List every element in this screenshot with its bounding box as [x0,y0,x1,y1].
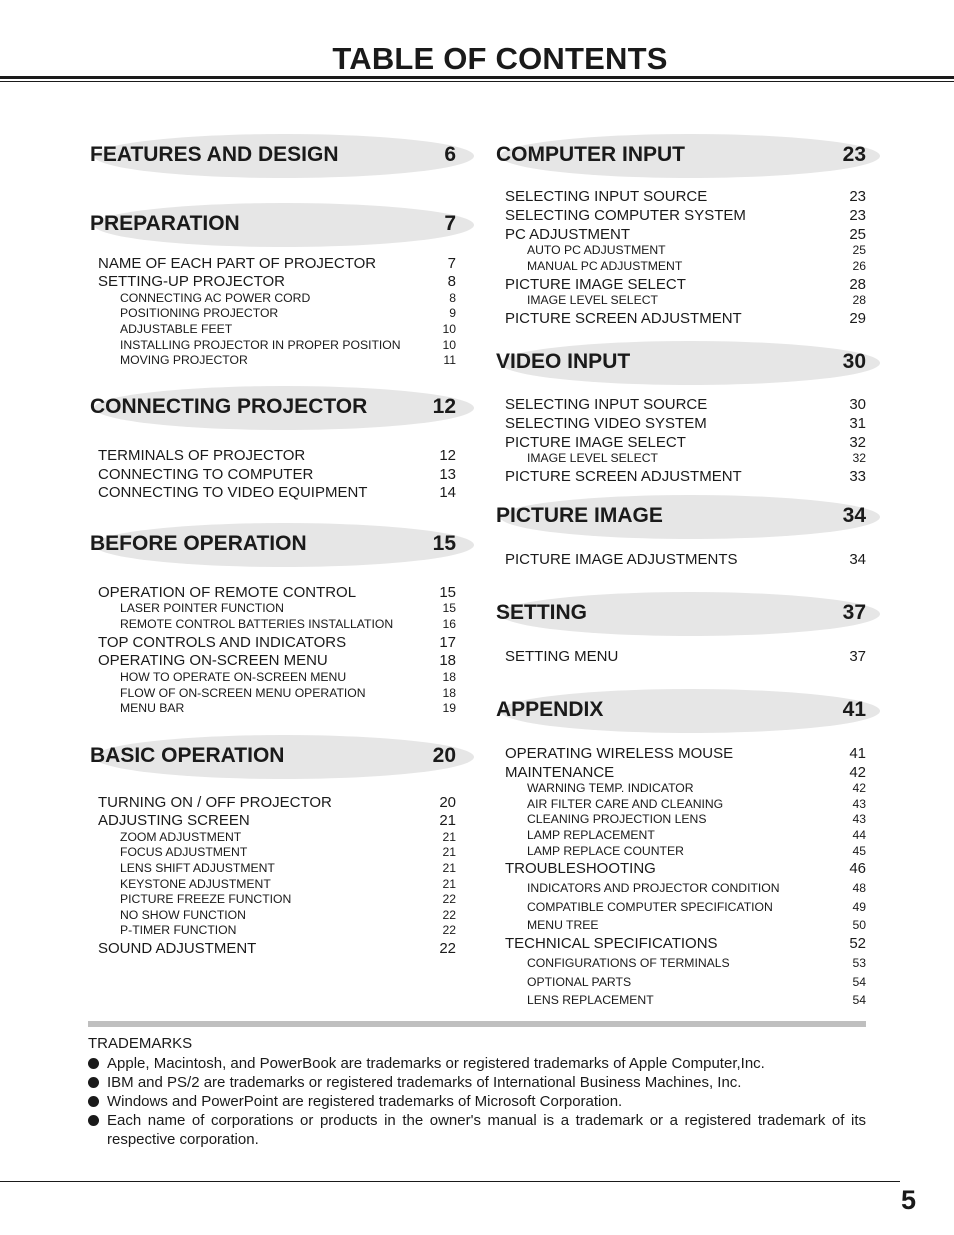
trademark-item [88,1054,866,1073]
entry-page: 16 [442,617,456,631]
entry-page: 43 [852,797,866,811]
section-header [494,495,874,539]
entry-page: 15 [442,601,456,615]
entry-label: COMPATIBLE COMPUTER SPECIFICATION [527,900,773,914]
entry-label: SELECTING INPUT SOURCE [505,396,708,413]
entry-page: 10 [442,338,456,352]
entry-label: WARNING TEMP. INDICATOR [527,781,694,795]
entry-label: MANUAL PC ADJUSTMENT [527,259,683,273]
bullet-icon [88,1077,99,1088]
entry-label: OPERATING ON-SCREEN MENU [98,652,328,669]
entry-page: 10 [442,322,456,336]
section-page: 37 [842,601,866,624]
entry-page: 25 [852,243,866,257]
section-title: BASIC OPERATION [90,744,285,767]
entry-label: FOCUS ADJUSTMENT [120,845,248,859]
entry-page: 21 [442,861,456,875]
entry-page: 13 [439,466,456,483]
entry-page: 19 [442,701,456,715]
trademark-item [88,1092,866,1111]
entry-label: POSITIONING PROJECTOR [120,306,279,320]
entry-label: PICTURE FREEZE FUNCTION [120,892,292,906]
entry-label: SELECTING VIDEO SYSTEM [505,415,707,432]
entry-label: TERMINALS OF PROJECTOR [98,447,306,464]
entry-label: TECHNICAL SPECIFICATIONS [505,935,718,952]
page-number: 5 [900,1185,916,1215]
entry-label: LENS SHIFT ADJUSTMENT [120,861,275,875]
trademark-text: IBM and PS/2 are trademarks or registered trademarks of International Business Machines, Inc. [107,1074,742,1091]
entry-page: 45 [852,844,866,858]
bullet-icon [88,1058,99,1069]
entry-label: TURNING ON / OFF PROJECTOR [98,794,332,811]
entry-label: OPERATING WIRELESS MOUSE [505,745,734,762]
entry-label: REMOTE CONTROL BATTERIES INSTALLATION [120,617,394,631]
entry-label: PICTURE IMAGE ADJUSTMENTS [505,551,738,568]
entry-label: CONNECTING TO COMPUTER [98,466,314,483]
section-page: 20 [432,744,456,767]
entry-page: 8 [449,291,456,305]
entry-page: 42 [852,781,866,795]
title-rule [0,76,954,79]
entry-page: 21 [439,812,456,829]
entry-page: 14 [439,484,456,501]
entry-label: CLEANING PROJECTION LENS [527,812,707,826]
section-header [494,689,874,733]
toc-section [494,495,874,539]
trademark-text: Each name of corporations or products in the owner's manual is a trademark or a registered trademark of its respective corporation. [107,1112,866,1148]
entry-label: PICTURE IMAGE SELECT [505,434,686,451]
section-title: BEFORE OPERATION [90,532,307,555]
entry-page: 7 [447,255,456,272]
entry-label: FLOW OF ON-SCREEN MENU OPERATION [120,686,366,700]
entry-page: 32 [852,451,866,465]
divider-bar [88,1021,866,1027]
entry-page: 43 [852,812,866,826]
entry-page: 42 [849,764,866,781]
trademarks-list [88,1054,866,1149]
toc-section [494,341,874,385]
title-rule-thin [0,81,954,82]
section-header [494,134,874,178]
trademarks-heading: TRADEMARKS [88,1035,193,1052]
entry-page: 48 [852,881,866,895]
entry-label: INSTALLING PROJECTOR IN PROPER POSITION [120,338,401,352]
entry-label: LAMP REPLACEMENT [527,828,655,842]
section-title: APPENDIX [496,698,604,721]
entry-label: PC ADJUSTMENT [505,226,631,243]
entry-label: LENS REPLACEMENT [527,993,654,1007]
entry-label: HOW TO OPERATE ON-SCREEN MENU [120,670,347,684]
entry-page: 21 [442,830,456,844]
entry-page: 26 [852,259,866,273]
trademark-item [88,1111,866,1149]
section-header [88,203,468,247]
entry-label: MENU BAR [120,701,185,715]
trademark-item [88,1073,866,1092]
entry-page: 9 [449,306,456,320]
entry-label: LAMP REPLACE COUNTER [527,844,684,858]
section-page: 41 [842,698,866,721]
section-page: 23 [842,143,866,166]
entry-label: AUTO PC ADJUSTMENT [527,243,666,257]
entry-page: 18 [439,652,456,669]
entry-page: 28 [849,276,866,293]
bullet-icon [88,1096,99,1107]
entry-label: IMAGE LEVEL SELECT [527,451,658,465]
section-page: 15 [432,532,456,555]
entry-page: 30 [849,396,866,413]
trademark-text: Windows and PowerPoint are registered trademarks of Microsoft Corporation. [107,1093,623,1110]
entry-page: 21 [442,845,456,859]
entry-page: 41 [849,745,866,762]
entry-label: CONFIGURATIONS OF TERMINALS [527,956,730,970]
entry-page: 21 [442,877,456,891]
entry-label: CONNECTING TO VIDEO EQUIPMENT [98,484,368,501]
entry-page: 11 [443,353,456,367]
entry-label: INDICATORS AND PROJECTOR CONDITION [527,881,780,895]
entry-label: MOVING PROJECTOR [120,353,248,367]
entry-page: 37 [849,648,866,665]
toc-section [494,592,874,636]
entry-label: PICTURE SCREEN ADJUSTMENT [505,468,742,485]
entry-page: 23 [849,188,866,205]
entry-label: OPERATION OF REMOTE CONTROL [98,584,357,601]
entry-page: 15 [439,584,456,601]
entry-label: NAME OF EACH PART OF PROJECTOR [98,255,377,272]
entry-label: ADJUSTING SCREEN [98,812,250,829]
footer-rule [0,1181,900,1182]
entry-page: 49 [852,900,866,914]
entry-page: 17 [439,634,456,651]
entry-page: 52 [849,935,866,952]
entry-page: 34 [849,551,866,568]
entry-label: SOUND ADJUSTMENT [98,940,257,957]
section-page: 7 [444,212,456,235]
section-title: VIDEO INPUT [496,350,631,373]
section-title: SETTING [496,601,588,624]
entry-label: AIR FILTER CARE AND CLEANING [527,797,724,811]
section-page: 30 [842,350,866,373]
toc-section [88,134,468,178]
section-header [88,735,468,779]
entry-page: 22 [442,892,456,906]
entry-label: PICTURE IMAGE SELECT [505,276,686,293]
section-title: PICTURE IMAGE [496,504,663,527]
entry-page: 18 [442,670,456,684]
section-header [494,592,874,636]
entry-page: 8 [447,273,456,290]
entry-label: PICTURE SCREEN ADJUSTMENT [505,310,742,327]
entry-page: 44 [852,828,866,842]
entry-label: TOP CONTROLS AND INDICATORS [98,634,347,651]
section-page: 34 [842,504,866,527]
entry-label: SETTING MENU [505,648,619,665]
entry-label: CONNECTING AC POWER CORD [120,291,311,305]
toc-section [88,735,468,779]
toc-section [88,523,468,567]
section-page: 12 [432,395,456,418]
entry-label: IMAGE LEVEL SELECT [527,293,658,307]
entry-page: 54 [852,975,866,989]
entry-page: 23 [849,207,866,224]
section-header [88,523,468,567]
entry-label: ZOOM ADJUSTMENT [120,830,242,844]
entry-label: TROUBLESHOOTING [505,860,656,877]
entry-label: LASER POINTER FUNCTION [120,601,284,615]
toc-section [494,134,874,178]
entry-label: ADJUSTABLE FEET [120,322,233,336]
section-title: CONNECTING PROJECTOR [90,395,368,418]
section-header [88,134,468,178]
entry-label: OPTIONAL PARTS [527,975,632,989]
entry-label: SELECTING COMPUTER SYSTEM [505,207,746,224]
section-title: COMPUTER INPUT [496,143,685,166]
entry-page: 18 [442,686,456,700]
entry-page: 54 [852,993,866,1007]
section-header [494,341,874,385]
entry-page: 22 [442,908,456,922]
entry-page: 20 [439,794,456,811]
entry-label: P-TIMER FUNCTION [120,923,237,937]
entry-page: 32 [849,434,866,451]
entry-label: MENU TREE [527,918,599,932]
entry-page: 53 [852,956,866,970]
entry-label: KEYSTONE ADJUSTMENT [120,877,271,891]
entry-label: SELECTING INPUT SOURCE [505,188,708,205]
entry-page: 46 [849,860,866,877]
entry-page: 31 [849,415,866,432]
section-page: 6 [444,143,456,166]
entry-label: NO SHOW FUNCTION [120,908,246,922]
entry-page: 29 [849,310,866,327]
entry-label: MAINTENANCE [505,764,615,781]
entry-page: 22 [442,923,456,937]
bullet-icon [88,1115,99,1126]
entry-page: 22 [439,940,456,957]
toc-section [494,689,874,733]
entry-page: 50 [852,918,866,932]
entry-page: 28 [852,293,866,307]
page-title: TABLE OF CONTENTS [332,41,668,76]
entry-page: 33 [849,468,866,485]
entry-page: 12 [439,447,456,464]
toc-section [88,203,468,247]
toc-section [88,386,468,430]
section-header [88,386,468,430]
entry-label: SETTING-UP PROJECTOR [98,273,285,290]
trademark-text: Apple, Macintosh, and PowerBook are trademarks or registered trademarks of Apple Computer,Inc. [107,1055,765,1072]
entry-page: 25 [849,226,866,243]
section-title: PREPARATION [90,212,240,235]
section-title: FEATURES AND DESIGN [90,143,339,166]
